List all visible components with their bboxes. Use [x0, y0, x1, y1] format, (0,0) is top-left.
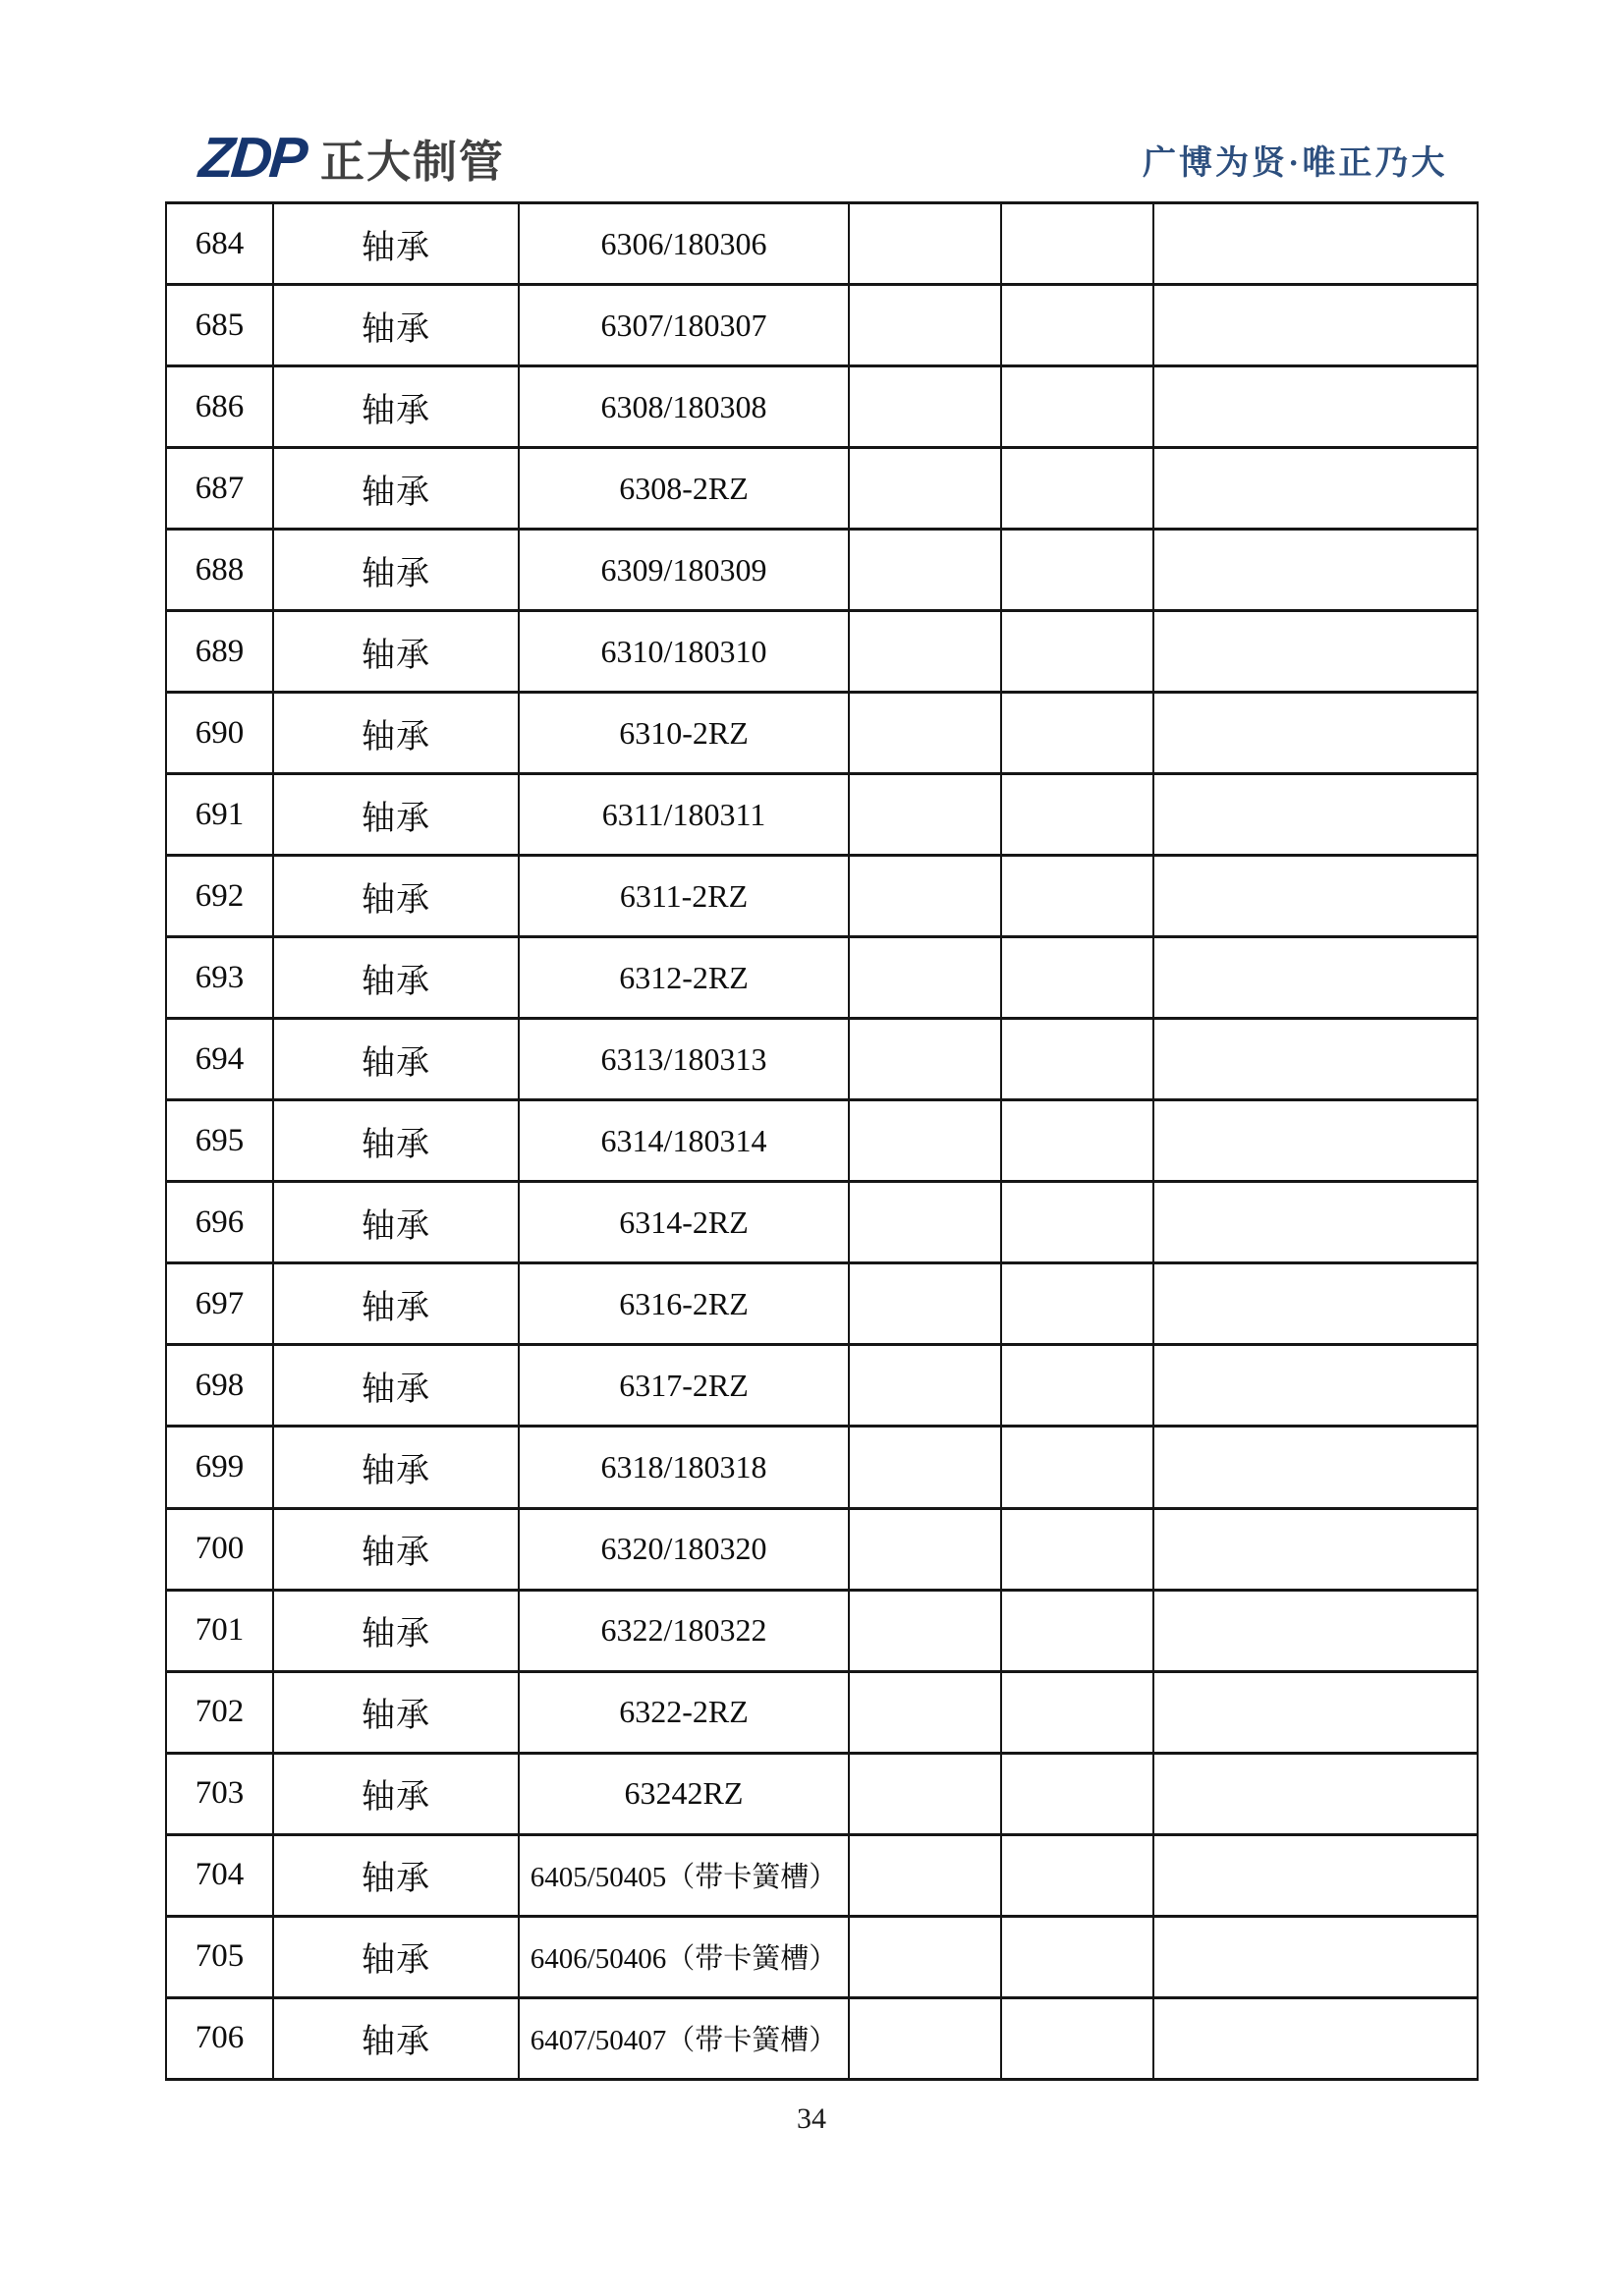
empty-cell-2: [1001, 1834, 1153, 1916]
company-logo: [196, 126, 506, 190]
empty-cell-2: [1001, 1263, 1153, 1345]
empty-cell-2: [1001, 1916, 1153, 1997]
part-name-cell: 轴承: [273, 1590, 519, 1671]
empty-cell-1: [849, 530, 1001, 611]
empty-cell-2: [1001, 203, 1153, 285]
empty-cell-3: [1153, 1753, 1478, 1834]
row-number-cell: 698: [166, 1345, 273, 1427]
empty-cell-3: [1153, 1263, 1478, 1345]
empty-cell-3: [1153, 530, 1478, 611]
empty-cell-1: [849, 285, 1001, 366]
empty-cell-3: [1153, 1590, 1478, 1671]
empty-cell-3: [1153, 1019, 1478, 1100]
part-name-cell: 轴承: [273, 774, 519, 856]
row-number-cell: 695: [166, 1100, 273, 1182]
empty-cell-3: [1153, 774, 1478, 856]
row-number-cell: 703: [166, 1753, 273, 1834]
part-model-cell: 6306/180306: [519, 203, 849, 285]
table-row: [166, 1100, 1478, 1182]
empty-cell-3: [1153, 937, 1478, 1019]
table-row: [166, 1019, 1478, 1100]
empty-cell-2: [1001, 1997, 1153, 2079]
part-name-cell: 轴承: [273, 1019, 519, 1100]
empty-cell-1: [849, 1753, 1001, 1834]
table-row: [166, 1182, 1478, 1263]
empty-cell-3: [1153, 856, 1478, 937]
table-row: [166, 1427, 1478, 1508]
part-model-cell: 6312-2RZ: [519, 937, 849, 1019]
part-model-cell: 6406/50406（带卡簧槽）: [519, 1916, 849, 1997]
empty-cell-1: [849, 1019, 1001, 1100]
part-name-cell: 轴承: [273, 1508, 519, 1590]
part-name-cell: 轴承: [273, 1263, 519, 1345]
row-number-cell: 686: [166, 366, 273, 448]
empty-cell-1: [849, 1916, 1001, 1997]
part-model-cell: 6322/180322: [519, 1590, 849, 1671]
row-number-cell: 690: [166, 693, 273, 774]
empty-cell-2: [1001, 693, 1153, 774]
empty-cell-3: [1153, 693, 1478, 774]
part-model-cell: 6317-2RZ: [519, 1345, 849, 1427]
row-number-cell: 688: [166, 530, 273, 611]
part-name-cell: 轴承: [273, 1834, 519, 1916]
empty-cell-1: [849, 856, 1001, 937]
empty-cell-2: [1001, 1427, 1153, 1508]
part-model-cell: 6407/50407（带卡簧槽）: [519, 1997, 849, 2079]
part-name-cell: 轴承: [273, 611, 519, 693]
row-number-cell: 692: [166, 856, 273, 937]
part-model-cell: 6310-2RZ: [519, 693, 849, 774]
table-row: [166, 530, 1478, 611]
empty-cell-1: [849, 937, 1001, 1019]
row-number-cell: 693: [166, 937, 273, 1019]
part-model-cell: 6314-2RZ: [519, 1182, 849, 1263]
table-row: [166, 856, 1478, 937]
part-name-cell: 轴承: [273, 1427, 519, 1508]
part-name-cell: 轴承: [273, 1671, 519, 1753]
part-name-cell: 轴承: [273, 530, 519, 611]
empty-cell-2: [1001, 1345, 1153, 1427]
part-name-cell: 轴承: [273, 1753, 519, 1834]
row-number-cell: 685: [166, 285, 273, 366]
empty-cell-3: [1153, 1916, 1478, 1997]
empty-cell-3: [1153, 1100, 1478, 1182]
part-model-cell: 63242RZ: [519, 1753, 849, 1834]
empty-cell-1: [849, 1182, 1001, 1263]
table-row: [166, 203, 1478, 285]
empty-cell-1: [849, 1427, 1001, 1508]
table-row: [166, 1671, 1478, 1753]
part-name-cell: 轴承: [273, 366, 519, 448]
table-row: [166, 693, 1478, 774]
empty-cell-2: [1001, 1753, 1153, 1834]
empty-cell-1: [849, 448, 1001, 530]
empty-cell-1: [849, 1671, 1001, 1753]
empty-cell-3: [1153, 611, 1478, 693]
row-number-cell: 694: [166, 1019, 273, 1100]
part-name-cell: 轴承: [273, 1345, 519, 1427]
part-model-cell: 6311/180311: [519, 774, 849, 856]
empty-cell-2: [1001, 856, 1153, 937]
part-name-cell: 轴承: [273, 203, 519, 285]
table-row: [166, 1753, 1478, 1834]
empty-cell-1: [849, 774, 1001, 856]
part-model-cell: 6308-2RZ: [519, 448, 849, 530]
empty-cell-2: [1001, 1671, 1153, 1753]
table-row: [166, 366, 1478, 448]
table-row: [166, 1590, 1478, 1671]
table-row: [166, 1263, 1478, 1345]
parts-table-body: [166, 203, 1478, 2080]
row-number-cell: 689: [166, 611, 273, 693]
company-slogan: 广博为贤·唯正乃大: [1143, 145, 1448, 182]
table-row: [166, 937, 1478, 1019]
empty-cell-2: [1001, 1182, 1153, 1263]
part-model-cell: 6314/180314: [519, 1100, 849, 1182]
table-row: [166, 1997, 1478, 2079]
empty-cell-3: [1153, 1671, 1478, 1753]
empty-cell-2: [1001, 530, 1153, 611]
empty-cell-1: [849, 366, 1001, 448]
empty-cell-3: [1153, 448, 1478, 530]
table-row: [166, 1834, 1478, 1916]
empty-cell-2: [1001, 448, 1153, 530]
part-name-cell: 轴承: [273, 937, 519, 1019]
empty-cell-2: [1001, 937, 1153, 1019]
part-model-cell: 6310/180310: [519, 611, 849, 693]
part-name-cell: 轴承: [273, 693, 519, 774]
part-model-cell: 6405/50405（带卡簧槽）: [519, 1834, 849, 1916]
part-model-cell: 6311-2RZ: [519, 856, 849, 937]
part-name-cell: 轴承: [273, 1997, 519, 2079]
empty-cell-1: [849, 1100, 1001, 1182]
row-number-cell: 691: [166, 774, 273, 856]
page-number: 34: [797, 2102, 826, 2135]
empty-cell-1: [849, 1263, 1001, 1345]
empty-cell-2: [1001, 1590, 1153, 1671]
empty-cell-1: [849, 1590, 1001, 1671]
empty-cell-1: [849, 693, 1001, 774]
empty-cell-3: [1153, 285, 1478, 366]
part-name-cell: 轴承: [273, 1182, 519, 1263]
part-model-cell: 6308/180308: [519, 366, 849, 448]
table-row: [166, 448, 1478, 530]
row-number-cell: 696: [166, 1182, 273, 1263]
row-number-cell: 687: [166, 448, 273, 530]
empty-cell-2: [1001, 1019, 1153, 1100]
table-row: [166, 1508, 1478, 1590]
row-number-cell: 700: [166, 1508, 273, 1590]
part-model-cell: 6316-2RZ: [519, 1263, 849, 1345]
row-number-cell: 699: [166, 1427, 273, 1508]
part-model-cell: 6320/180320: [519, 1508, 849, 1590]
empty-cell-1: [849, 1508, 1001, 1590]
row-number-cell: 701: [166, 1590, 273, 1671]
empty-cell-3: [1153, 203, 1478, 285]
empty-cell-1: [849, 1834, 1001, 1916]
empty-cell-2: [1001, 611, 1153, 693]
part-model-cell: 6307/180307: [519, 285, 849, 366]
empty-cell-1: [849, 1997, 1001, 2079]
empty-cell-1: [849, 611, 1001, 693]
part-model-cell: 6322-2RZ: [519, 1671, 849, 1753]
row-number-cell: 706: [166, 1997, 273, 2079]
zdp-logo-icon: ZDP: [196, 126, 308, 190]
part-name-cell: 轴承: [273, 1916, 519, 1997]
empty-cell-3: [1153, 1427, 1478, 1508]
empty-cell-3: [1153, 1834, 1478, 1916]
empty-cell-3: [1153, 1997, 1478, 2079]
empty-cell-2: [1001, 1508, 1153, 1590]
part-model-cell: 6313/180313: [519, 1019, 849, 1100]
part-name-cell: 轴承: [273, 856, 519, 937]
empty-cell-1: [849, 203, 1001, 285]
part-model-cell: 6318/180318: [519, 1427, 849, 1508]
row-number-cell: 702: [166, 1671, 273, 1753]
part-model-cell: 6309/180309: [519, 530, 849, 611]
table-row: [166, 774, 1478, 856]
empty-cell-3: [1153, 1508, 1478, 1590]
part-name-cell: 轴承: [273, 285, 519, 366]
part-name-cell: 轴承: [273, 1100, 519, 1182]
empty-cell-3: [1153, 1345, 1478, 1427]
parts-table: [165, 201, 1479, 2081]
row-number-cell: 704: [166, 1834, 273, 1916]
row-number-cell: 684: [166, 203, 273, 285]
table-row: [166, 1345, 1478, 1427]
table-row: [166, 285, 1478, 366]
table-row: [166, 1916, 1478, 1997]
table-row: [166, 611, 1478, 693]
empty-cell-2: [1001, 774, 1153, 856]
empty-cell-2: [1001, 285, 1153, 366]
empty-cell-2: [1001, 1100, 1153, 1182]
empty-cell-3: [1153, 1182, 1478, 1263]
company-name: 正大制管: [320, 137, 506, 187]
empty-cell-1: [849, 1345, 1001, 1427]
empty-cell-3: [1153, 366, 1478, 448]
part-name-cell: 轴承: [273, 448, 519, 530]
empty-cell-2: [1001, 366, 1153, 448]
row-number-cell: 697: [166, 1263, 273, 1345]
row-number-cell: 705: [166, 1916, 273, 1997]
